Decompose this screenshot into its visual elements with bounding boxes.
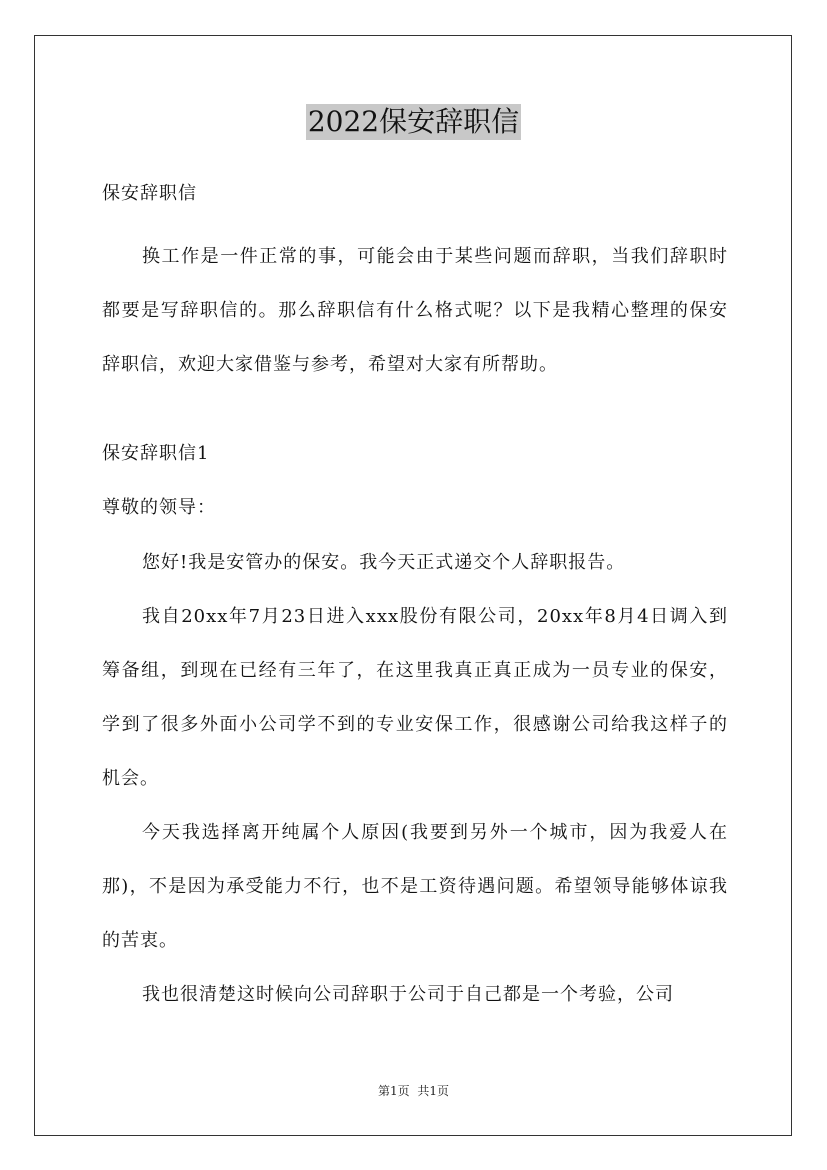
document-body	[102, 174, 728, 1022]
body-paragraph: 今天我选择离开纯属个人原因(我要到另外一个城市，因为我爱人在那)，不是因为承受能力不行，也不是工资待遇问题。希望领导能够体谅我的苦衷。	[102, 822, 728, 951]
section-title: 保安辞职信1	[102, 443, 210, 464]
document-heading: 保安辞职信	[102, 183, 197, 204]
spacer	[102, 392, 728, 422]
body-paragraph: 我自20xx年7月23日进入xxx股份有限公司，20xx年8月4日调入到筹备组，到现在已经有三年了，在这里我真正真正成为一员专业的保安，学到了很多外面小公司学不到的专业安保工作，很感谢公司给我这样子的机会。	[102, 606, 728, 789]
salutation: 尊敬的领导：	[102, 497, 216, 518]
body-paragraph: 您好!我是安管办的保安。我今天正式递交个人辞职报告。	[142, 552, 626, 573]
title-wrap	[0, 104, 827, 140]
document-title: 2022保安辞职信	[307, 105, 520, 138]
page-footer: 第1页 共1页	[377, 1084, 450, 1098]
intro-paragraph: 换工作是一件正常的事，可能会由于某些问题而辞职，当我们辞职时都要是写辞职信的。那么辞职信有什么格式呢？以下是我精心整理的保安辞职信，欢迎大家借鉴与参考，希望对大家有所帮助。	[102, 246, 728, 375]
body-paragraph: 我也很清楚这时候向公司辞职于公司于自己都是一个考验，公司	[142, 984, 674, 1005]
